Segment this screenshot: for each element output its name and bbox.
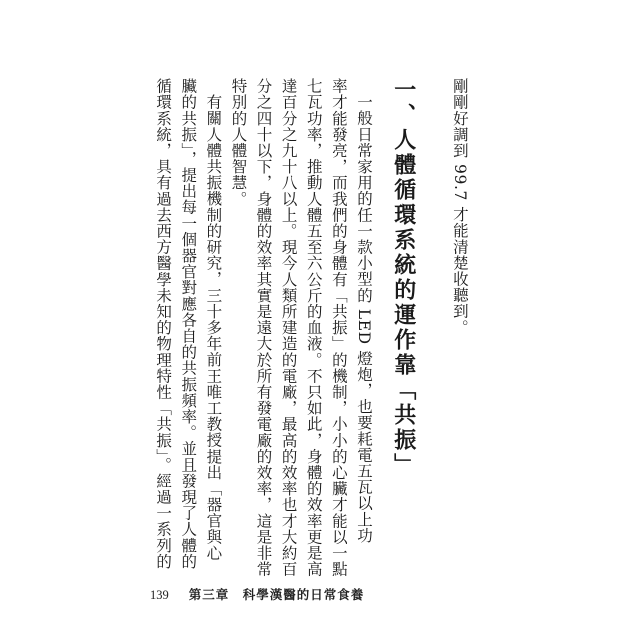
section-heading: 一、人體循環系統的運作靠「共振」 (390, 78, 416, 478)
text-line: 特別的人體智慧。 (229, 78, 248, 207)
page-number: 139 (150, 588, 169, 602)
text-line: 七瓦功率，推動人體五至六公斤的血液。不只如此，身體的效率更是高 (304, 78, 323, 578)
paragraph-first-line: 一般日常家用的任一款小型的 LED 燈炮，也要耗電五瓦以上功 (354, 93, 373, 543)
text-line: 剛剛好調到 99.7 才能清楚收聽到。 (450, 78, 469, 336)
text-line: 率才能發亮，而我們的身體有「共振」的機制，小小的心臟才能以一點 (329, 78, 348, 578)
text-line: 分之四十以下，身體的效率其實是遠大於所有發電廠的效率，這是非常 (254, 78, 273, 578)
text-line: 臟的共振」，提出每一個器官對應各自的共振頻率。並且發現了人體的 (179, 78, 198, 570)
running-head: 第三章 科學漢醫的日常食養 (188, 587, 365, 602)
paragraph-first-line: 有關人體共振機制的研究，三十多年前王唯工教授提出「器官與心 (204, 93, 223, 561)
text-line: 循環系統，具有過去西方醫學未知的物理特性「共振」。經過一系列的 (154, 78, 173, 570)
page-body (150, 78, 472, 578)
page-footer (150, 585, 490, 603)
text-line: 達百分之九十八以上。現今人類所建造的電廠，最高的效率也才大約百 (279, 78, 298, 578)
